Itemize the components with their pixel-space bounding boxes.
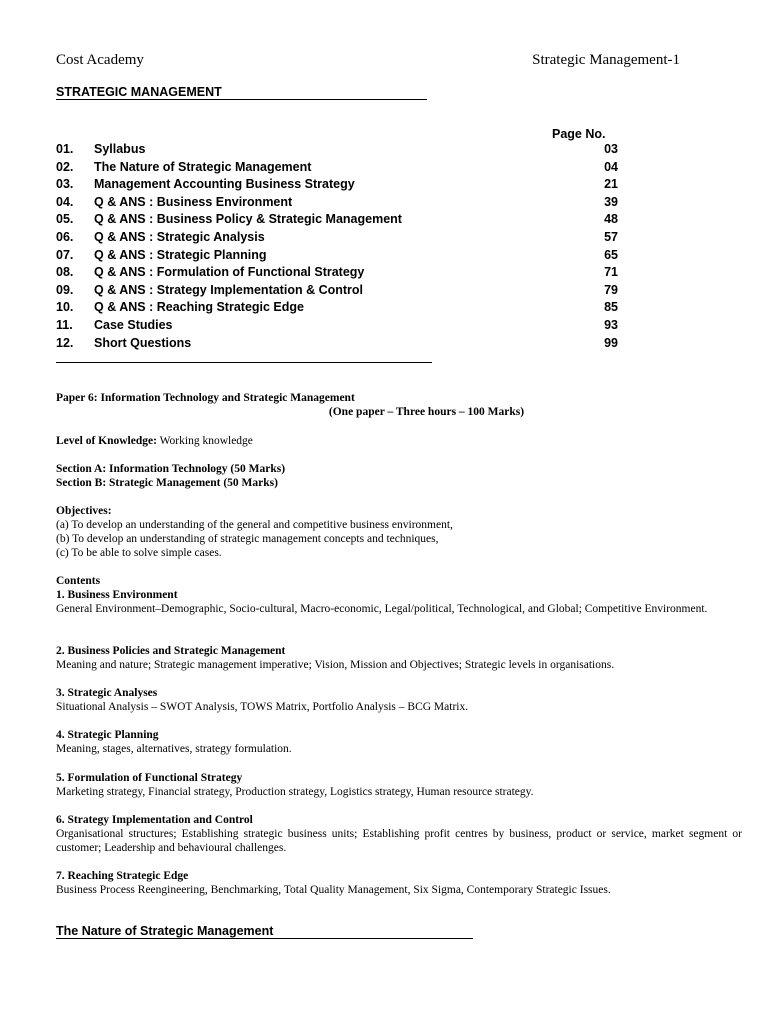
level-of-knowledge xyxy=(56,434,742,448)
objective-item: (a) To develop an understanding of the general and competitive business environment, xyxy=(56,519,453,531)
toc-item xyxy=(56,229,622,247)
toc-item-title: Q & ANS : Formulation of Functional Strategy xyxy=(94,265,365,280)
toc-item-page: 21 xyxy=(604,177,618,192)
contents-block xyxy=(56,574,742,616)
toc-item-number: 05. xyxy=(56,212,74,227)
toc-item xyxy=(56,211,622,229)
toc-item-page: 57 xyxy=(604,229,618,244)
toc-item xyxy=(56,247,622,265)
content-heading: 4. Strategic Planning xyxy=(56,729,159,741)
objective-item: (c) To be able to solve simple cases. xyxy=(56,547,222,559)
toc-item-number: 09. xyxy=(56,282,74,297)
toc-item-number: 06. xyxy=(56,229,74,244)
toc-list xyxy=(56,141,622,352)
page-header xyxy=(56,52,680,72)
content-text: Organisational structures; Establishing strategic business units; Establishing profit centres by business, product or service, market segment or customer; Leadership and behavioural challenges. xyxy=(56,828,742,854)
toc-item xyxy=(56,335,622,353)
section-a: Section A: Information Technology (50 Marks) xyxy=(56,463,286,475)
level-value: Working knowledge xyxy=(156,435,253,447)
toc-item-page: 99 xyxy=(604,335,618,350)
toc-item-page: 85 xyxy=(604,300,618,315)
content-text: Situational Analysis – SWOT Analysis, TOWS Matrix, Portfolio Analysis – BCG Matrix. xyxy=(56,701,469,713)
content-heading: 3. Strategic Analyses xyxy=(56,687,158,699)
toc-item-title: Q & ANS : Business Environment xyxy=(94,194,293,209)
toc-item-number: 10. xyxy=(56,300,74,315)
toc-item-title: Management Accounting Business Strategy xyxy=(94,177,355,192)
level-label: Level of Knowledge: xyxy=(56,435,157,447)
content-text: Business Process Reengineering, Benchmarking, Total Quality Management, Six Sigma, Contemporary Strategic Issues. xyxy=(56,884,611,896)
toc-item-title: Q & ANS : Business Policy & Strategic Management xyxy=(94,212,402,227)
paper-subtitle: (One paper – Three hours – 100 Marks) xyxy=(328,406,525,418)
toc-item-page: 65 xyxy=(604,247,618,262)
contents-heading: Contents xyxy=(56,575,101,587)
paper-block xyxy=(56,391,742,419)
objective-item: (b) To develop an understanding of strategic management concepts and techniques, xyxy=(56,533,439,545)
toc-item-page: 79 xyxy=(604,282,618,297)
toc-item-title: Q & ANS : Strategic Planning xyxy=(94,247,267,262)
header-page-label: Strategic Management-1 xyxy=(532,52,680,68)
toc-divider xyxy=(56,362,432,363)
content-text: Meaning, stages, alternatives, strategy formulation. xyxy=(56,743,292,755)
toc-item xyxy=(56,159,622,177)
toc-title: STRATEGIC MANAGEMENT xyxy=(56,85,427,100)
content-heading: 5. Formulation of Functional Strategy xyxy=(56,772,243,784)
toc-page-no-label: Page No. xyxy=(552,127,606,141)
content-heading: 7. Reaching Strategic Edge xyxy=(56,870,189,882)
toc-item-title: The Nature of Strategic Management xyxy=(94,159,312,174)
toc-item-page: 71 xyxy=(604,265,618,280)
toc-item-page: 04 xyxy=(604,159,618,174)
toc-item-number: 11. xyxy=(56,317,73,332)
toc-item xyxy=(56,282,622,300)
paper-title: Paper 6: Information Technology and Strategic Management xyxy=(56,392,355,404)
toc-item-page: 93 xyxy=(604,317,618,332)
sections-block xyxy=(56,462,742,490)
content-section xyxy=(56,869,742,897)
toc-item-number: 01. xyxy=(56,142,74,156)
toc-item-page: 39 xyxy=(604,194,618,209)
objectives-block xyxy=(56,504,742,560)
toc-item-number: 02. xyxy=(56,159,74,174)
content-text: Meaning and nature; Strategic management imperative; Vision, Mission and Objectives; Strategic levels in organisations. xyxy=(56,659,615,671)
toc-item-number: 03. xyxy=(56,177,74,192)
toc-item xyxy=(56,176,622,194)
content-section xyxy=(56,813,742,855)
toc-item-number: 04. xyxy=(56,194,74,209)
content-text: Marketing strategy, Financial strategy, Production strategy, Logistics strategy, Human resource strategy. xyxy=(56,786,534,798)
toc-item xyxy=(56,317,622,335)
content-section xyxy=(56,644,742,672)
next-section-title: The Nature of Strategic Management xyxy=(56,924,473,939)
toc-item-number: 12. xyxy=(56,335,74,350)
content-section xyxy=(56,771,742,799)
content-heading: 2. Business Policies and Strategic Management xyxy=(56,645,286,657)
content-section xyxy=(56,686,742,714)
objectives-heading: Objectives: xyxy=(56,505,112,517)
header-academy-name: Cost Academy xyxy=(56,52,144,68)
content-text: General Environment–Demographic, Socio-cultural, Macro-economic, Legal/political, Technological, and Global; Competitive Environment. xyxy=(56,603,708,615)
section-b: Section B: Strategic Management (50 Marks) xyxy=(56,477,278,489)
toc-item-title: Q & ANS : Strategic Analysis xyxy=(94,229,265,244)
toc-item xyxy=(56,299,622,317)
content-heading: 1. Business Environment xyxy=(56,589,178,601)
toc-item xyxy=(56,264,622,282)
toc-item-number: 07. xyxy=(56,247,74,262)
toc-item-title: Q & ANS : Strategy Implementation & Control xyxy=(94,282,364,297)
content-section xyxy=(56,728,742,756)
toc-item-title: Syllabus xyxy=(94,142,146,156)
content-heading: 6. Strategy Implementation and Control xyxy=(56,814,253,826)
toc-item-title: Q & ANS : Reaching Strategic Edge xyxy=(94,300,304,315)
toc-item-page: 03 xyxy=(604,142,618,156)
toc-item-page: 48 xyxy=(604,212,618,227)
toc-item-title: Short Questions xyxy=(94,335,192,350)
toc-item-number: 08. xyxy=(56,265,74,280)
toc-item xyxy=(56,194,622,212)
toc-item xyxy=(56,141,622,159)
toc-item-title: Case Studies xyxy=(94,317,173,332)
